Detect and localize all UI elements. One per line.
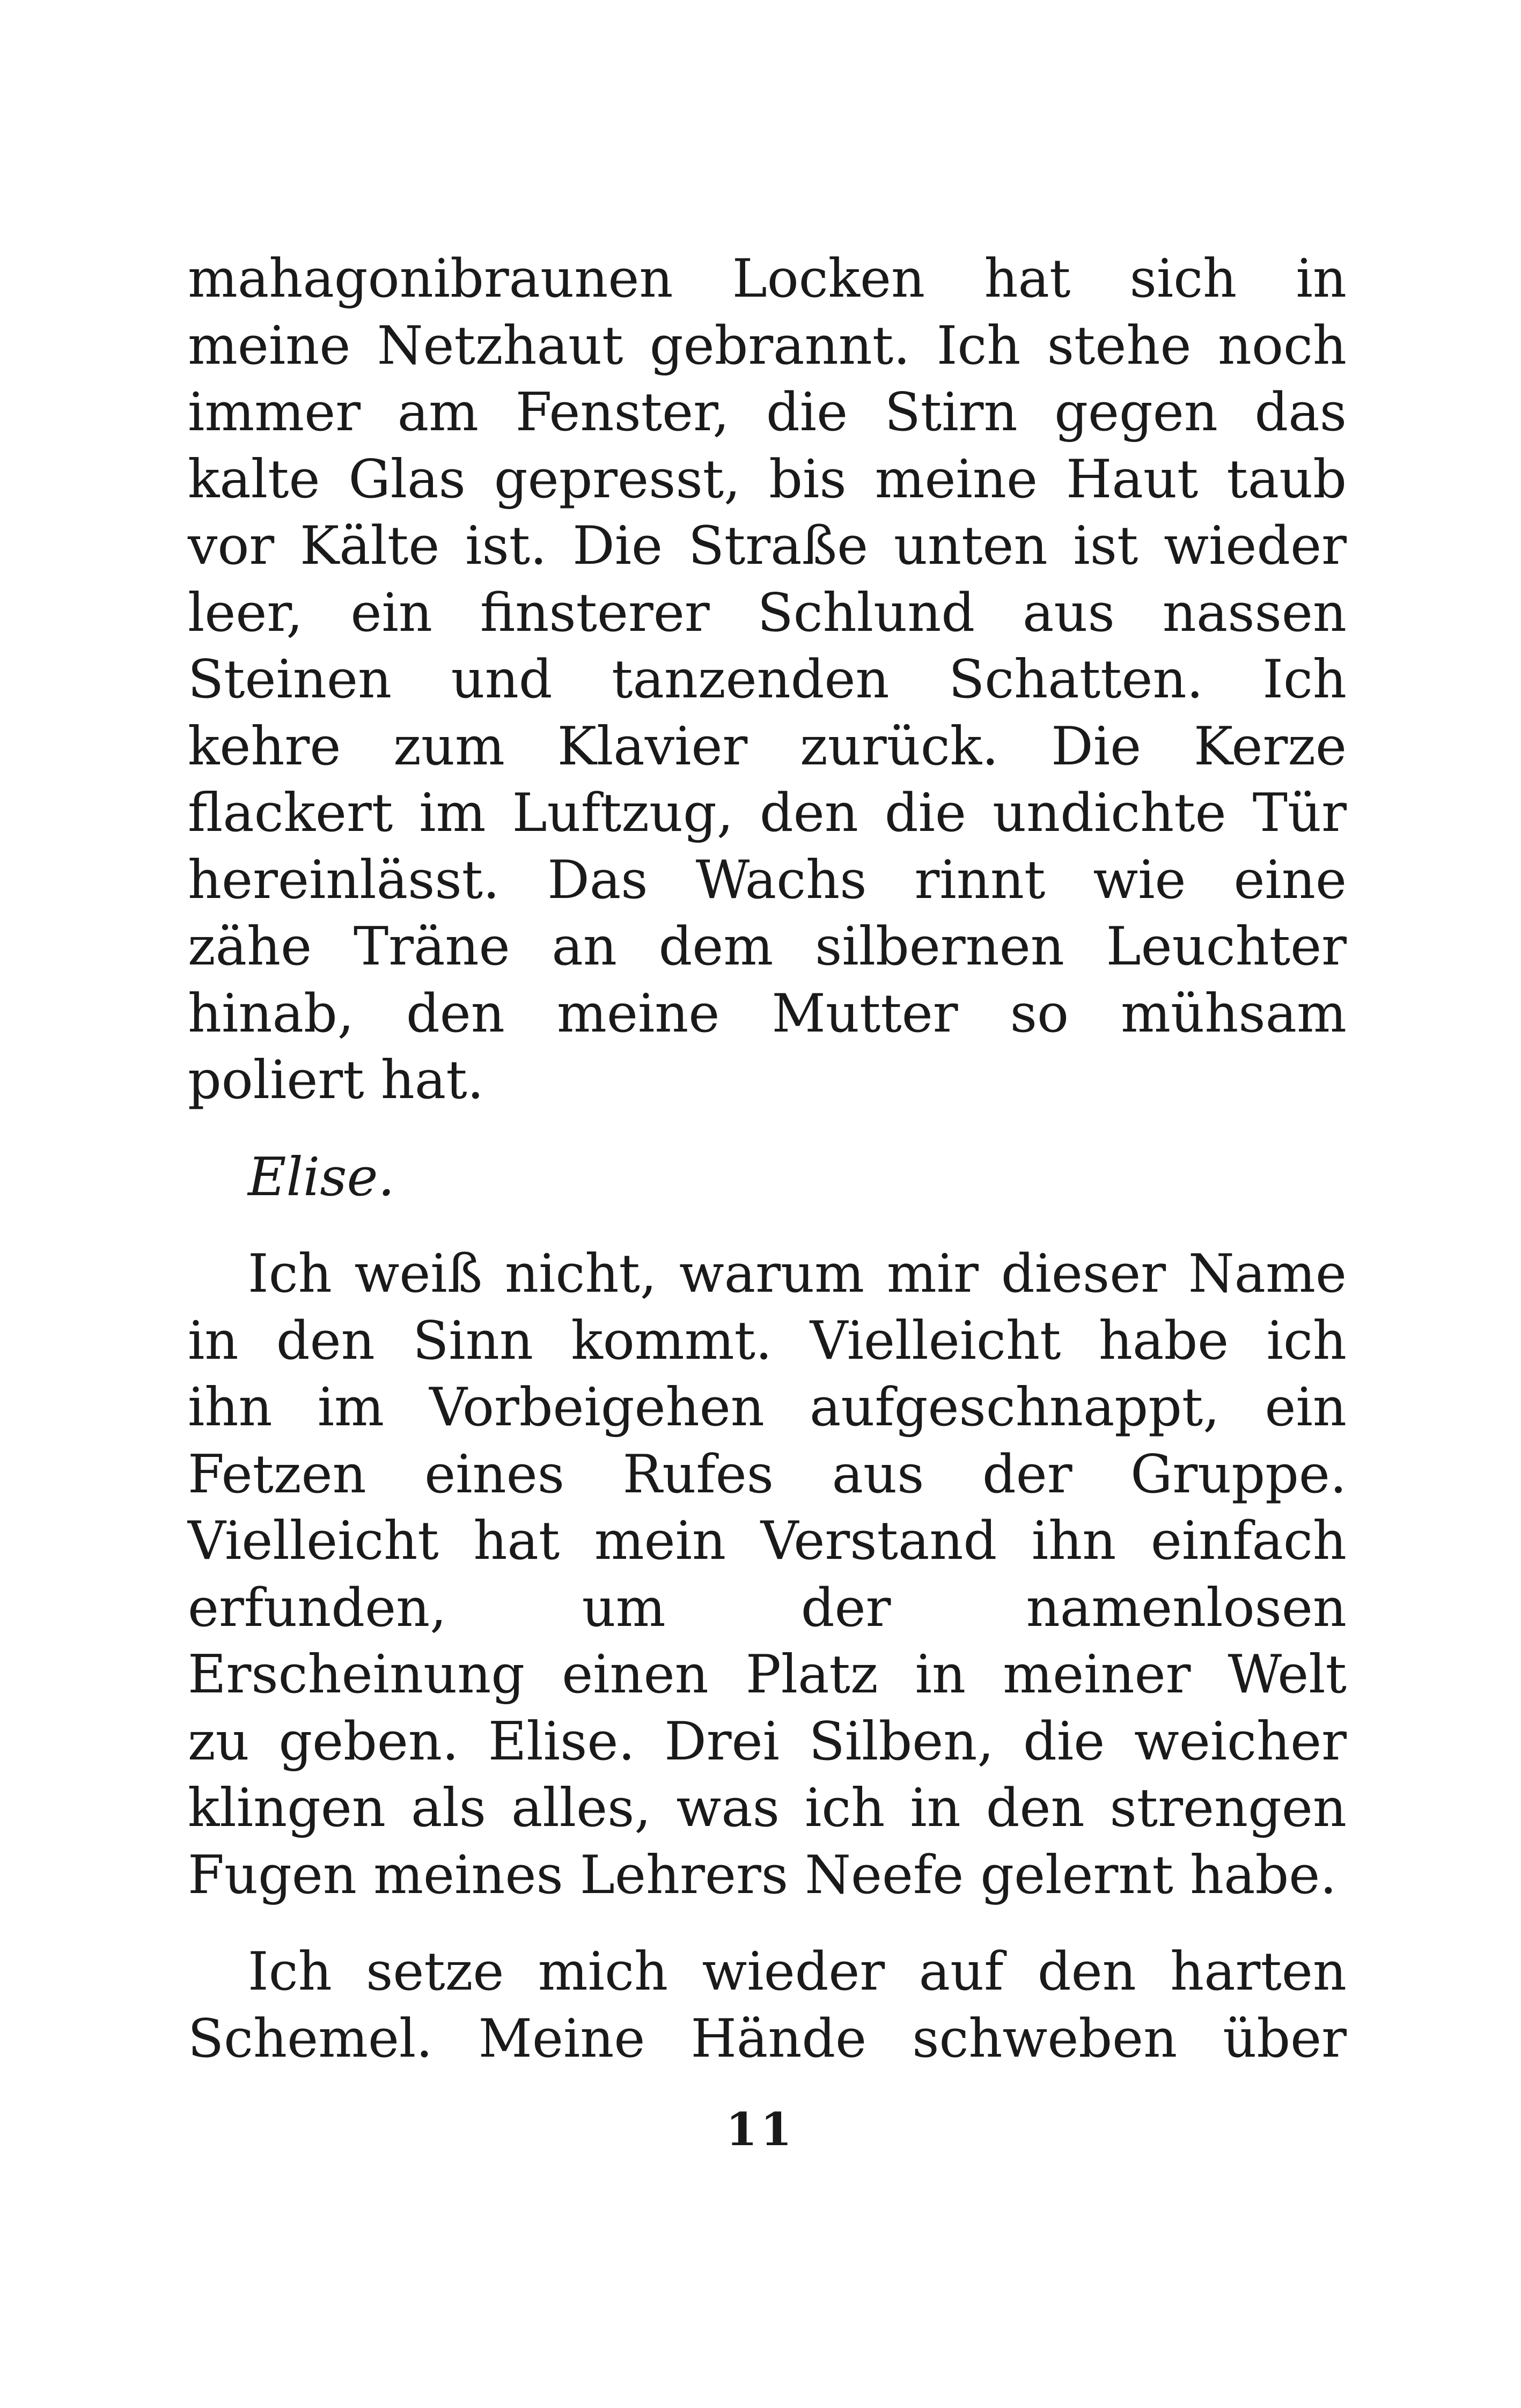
paragraph-3 [188,1241,1347,1909]
page-body [188,246,1347,2102]
text-line: zähe Träne an dem silbernen Leuchter [188,916,1347,977]
paragraph-2 [188,1144,1347,1211]
paragraph-1 [188,246,1347,1114]
text-line: poliert hat. [188,1050,484,1111]
text-line: Ich weiß nicht, warum mir dieser Name [248,1243,1347,1305]
text-line: klingen als alles, was ich in den strengen [188,1778,1347,1839]
page-number: 11 [726,2103,795,2156]
text-line: flackert im Luftzug, den die undichte Tür [188,783,1347,844]
text-line: hinab, den meine Mutter so mühsam [188,983,1347,1044]
text-line: leer, ein finsterer Schlund aus nassen [188,582,1347,644]
text-line: Vielleicht hat mein Verstand ihn einfach [188,1511,1347,1572]
text-line: zu geben. Elise. Drei Silben, die weicher [188,1711,1347,1772]
text-line: in den Sinn kommt. Vielleicht habe ich [188,1310,1347,1372]
text-line: meine Netzhaut gebrannt. Ich stehe noch [188,315,1347,377]
text-line: kalte Glas gepresst, bis meine Haut taub [188,448,1347,510]
text-line: ihn im Vorbeigehen aufgeschnappt, ein [188,1377,1347,1438]
text-line: hereinlässt. Das Wachs rinnt wie eine [188,849,1347,911]
text-line: Steinen und tanzenden Schatten. Ich [188,649,1347,710]
text-line: mahagonibraunen Locken hat sich in [188,248,1347,310]
text-line: erfunden, um der namenlosen [188,1577,1347,1639]
text-line: Fugen meines Lehrers Neefe gelernt habe. [188,1844,1337,1906]
paragraph-4 [188,1939,1347,2072]
text-line: Fetzen eines Rufes aus der Gruppe. [188,1444,1347,1505]
text-line: Schemel. Meine Hände schweben über [188,2008,1347,2070]
text-line: Elise. [248,1146,395,1208]
text-line: Erscheinung einen Platz in meiner Welt [188,1644,1347,1705]
text-line: vor Kälte ist. Die Straße unten ist wieder [188,516,1347,577]
text-line: kehre zum Klavier zurück. Die Kerze [188,716,1347,777]
text-line: Ich setze mich wieder auf den harten [248,1941,1347,2002]
text-line: immer am Fenster, die Stirn gegen das [188,382,1347,443]
